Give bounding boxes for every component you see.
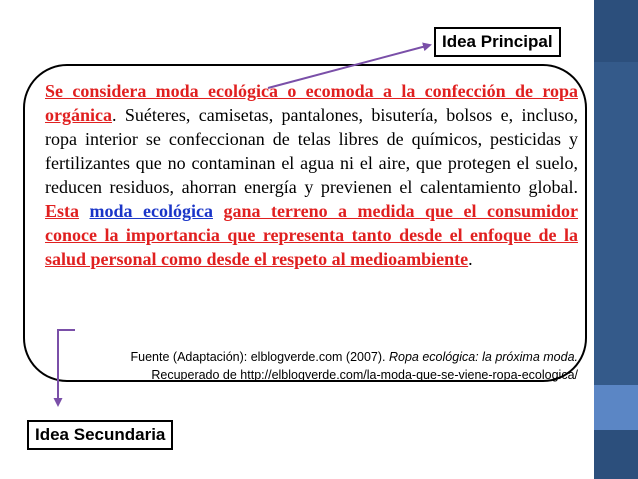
secondary-idea-arrow	[58, 330, 75, 405]
main-idea-label: Idea Principal	[434, 27, 561, 57]
source-title: Ropa ecológica: la próxima moda.	[389, 350, 578, 364]
secondary-lead: Esta	[45, 201, 80, 221]
paragraph-body: . Suéteres, camisetas, pantalones, bisutería, bolsos e, incluso, ropa interior se confeccionan de telas libres de químicos, pesticidas y fertilizantes que no contaminan el agua ni el aire, que protegen el suelo, reducen residuos, ahorran energía y previenen el calentamiento global.	[45, 105, 578, 197]
secondary-idea-text: gana terreno a medida que el consumidor conoce la importancia que representa tanto desde el enfoque de la salud personal como desde el respeto al medioambiente	[45, 201, 579, 269]
secondary-idea-label: Idea Secundaria	[27, 420, 173, 450]
main-idea-arrow	[268, 45, 430, 88]
source-url-line: Recuperado de http://elblogverde.com/la-moda-que-se-viene-ropa-ecologica/	[151, 368, 578, 382]
paragraph-closing: .	[468, 249, 473, 269]
main-idea-text: Se considera moda ecológica o ecomoda a la confección de ropa orgánica	[45, 81, 578, 125]
secondary-subject: moda ecológica	[89, 201, 213, 221]
source-prefix: Fuente (Adaptación): elblogverde.com (2007).	[130, 350, 389, 364]
